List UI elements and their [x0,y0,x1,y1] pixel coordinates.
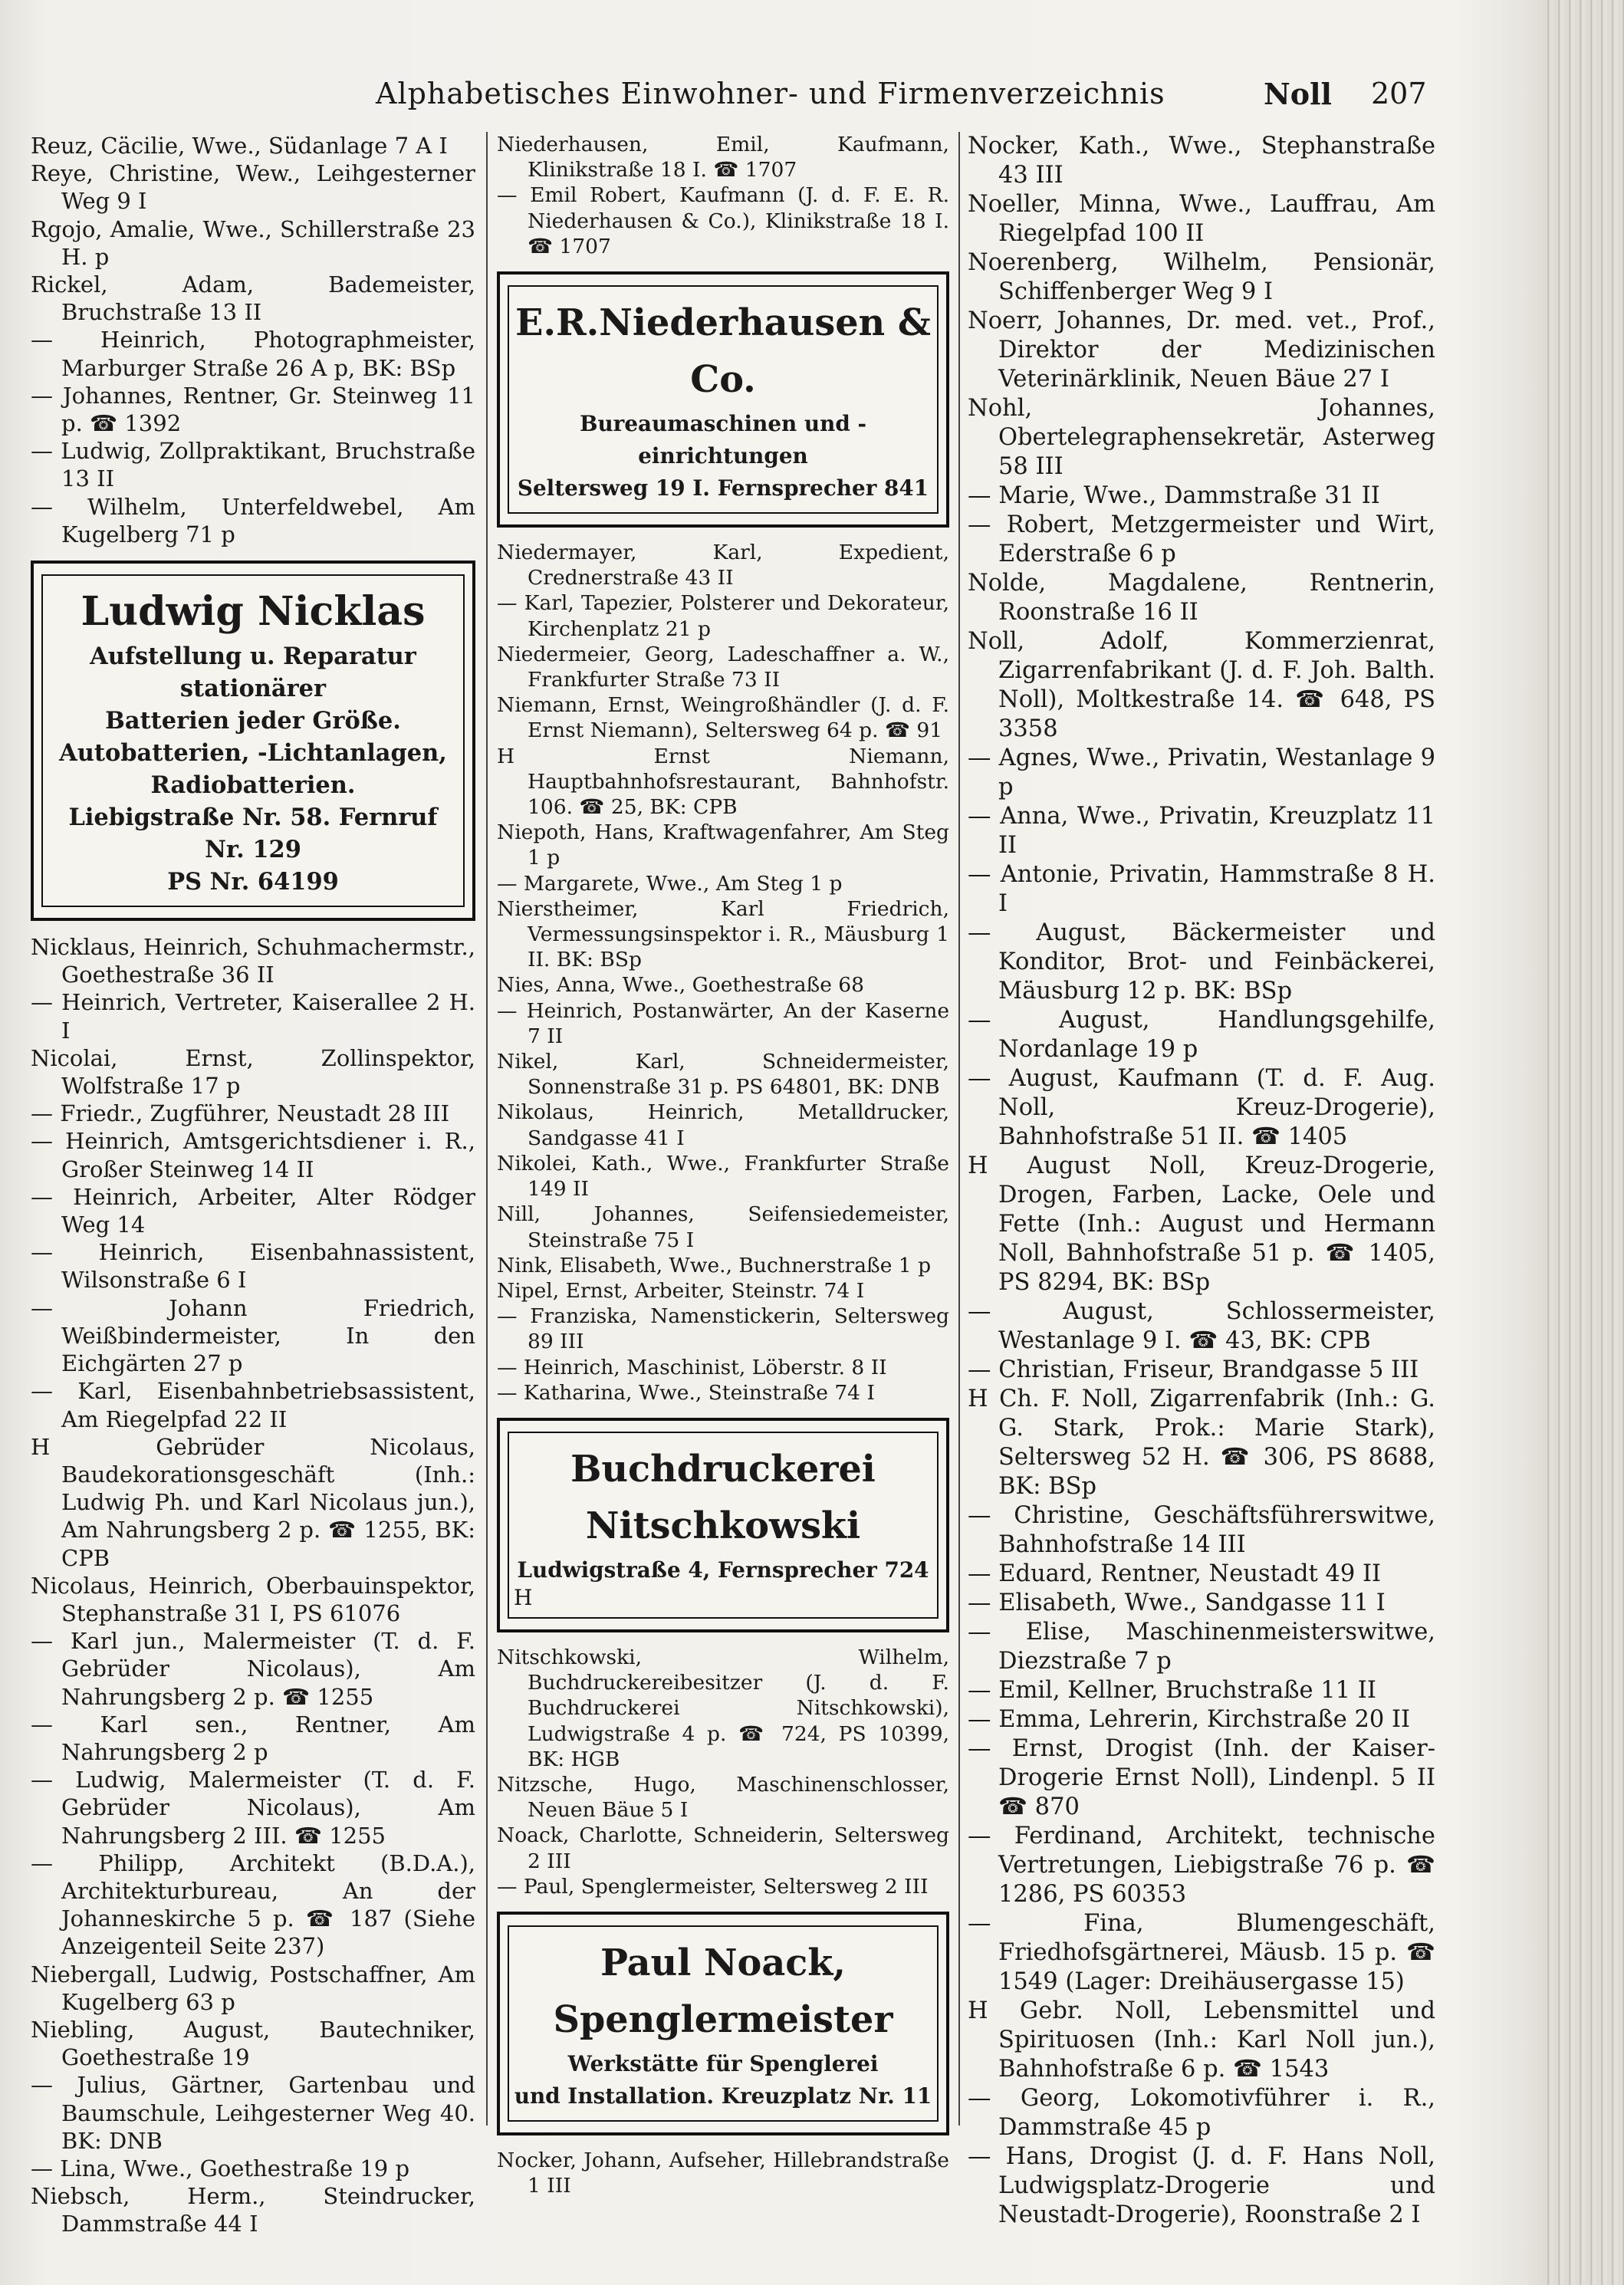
directory-entry: Niebsch, Herm., Steindrucker, Dammstraße 44 I [31,2183,475,2237]
directory-entry: — August, Schlossermeister, Westanlage 9 I. ☎ 43, BK: CPB [968,1298,1435,1354]
directory-entry: — August, Handlungsgehilfe, Nordanlage 19 p [968,1007,1435,1063]
name-keyword: Noll [1264,77,1332,111]
advertisement-box [497,1418,949,1632]
directory-entry: Reuz, Cäcilie, Wwe., Südanlage 7 A I [31,133,448,159]
directory-entry: Niepoth, Hans, Kraftwagenfahrer, Am Steg 1 p [497,820,949,870]
directory-entry: — Margarete, Wwe., Am Steg 1 p [497,871,843,896]
directory-column-3 [968,132,1435,2230]
directory-entry: Noerenberg, Wilhelm, Pensionär, Schiffenberger Weg 9 I [968,249,1435,305]
directory-entry: Nitzsche, Hugo, Maschinenschlosser, Neuen Bäue 5 I [497,1772,949,1823]
directory-entry: — Hans, Drogist (J. d. F. Hans Noll, Ludwigsplatz-Drogerie und Neustadt-Drogerie), Roonstraße 2 I [968,2143,1435,2228]
directory-entry: Nikolei, Kath., Wwe., Frankfurter Straße 149 II [497,1151,949,1202]
directory-entry: — Eduard, Rentner, Neustadt 49 II [968,1560,1382,1587]
column-divider [486,132,488,2126]
directory-entry: Nill, Johannes, Seifensiedemeister, Steinstraße 75 I [497,1202,949,1252]
directory-entry: — Friedr., Zugführer, Neustadt 28 III [31,1100,450,1127]
advertisement-box [31,561,475,921]
directory-entry: Reye, Christine, Wew., Leihgesterner Weg 9 I [31,160,475,215]
directory-entry: — August, Kaufmann (T. d. F. Aug. Noll, Kreuz-Drogerie), Bahnhofstraße 51 II. ☎ 1405 [968,1065,1435,1150]
directory-entry: — Heinrich, Amtsgerichtsdiener i. R., Großer Steinweg 14 II [31,1128,475,1182]
directory-entry: — Heinrich, Postanwärter, An der Kaserne 7 II [497,998,949,1048]
directory-entry: — Karl jun., Malermeister (T. d. F. Gebrüder Nicolaus), Am Nahrungsberg 2 p. ☎ 1255 [31,1628,475,1710]
advertisement-box [497,1912,949,2135]
directory-entry: Nocker, Johann, Aufseher, Hillebrandstraße 1 III [497,2148,949,2198]
directory-entry: — August, Bäckermeister und Konditor, Brot- und Feinbäckerei, Mäusburg 12 p. BK: BSp [968,919,1435,1004]
directory-entry: — Karl, Eisenbahnbetriebsassistent, Am Riegelpfad 22 II [31,1378,475,1432]
advertisement-box [497,271,949,528]
directory-entry: Nink, Elisabeth, Wwe., Buchnerstraße 1 p [497,1253,932,1277]
directory-entry: — Johannes, Rentner, Gr. Steinweg 11 p. ☎ 1392 [31,382,475,437]
directory-entry: — Heinrich, Vertreter, Kaiserallee 2 H. I [31,989,475,1044]
running-title: Alphabetisches Einwohner- und Firmenverzeichnis [376,77,1165,110]
advertisement-line: Seltersweg 19 I. Fernsprecher 841 [517,475,929,501]
advertisement-line: Aufstellung u. Reparatur stationärer [90,643,416,703]
directory-entry: — Heinrich, Arbeiter, Alter Rödger Weg 14 [31,1183,475,1238]
advertisement-line: Batterien jeder Größe. Autobatterien, -Lichtanlagen, Radiobatterien. [59,707,447,800]
directory-entry: — Franziska, Namenstickerin, Seltersweg 89 III [497,1304,949,1354]
directory-entry: Nocker, Kath., Wwe., Stephanstraße 43 III [968,133,1435,189]
advertisement-line: PS Nr. 64199 [167,868,339,896]
directory-entry: — Christian, Friseur, Brandgasse 5 III [968,1356,1419,1383]
directory-entry: — Julius, Gärtner, Gartenbau und Baumschule, Leihgesterner Weg 40. BK: DNB [31,2072,475,2154]
directory-entry: — Heinrich, Maschinist, Löberstr. 8 II [497,1355,887,1379]
directory-entry: — Ludwig, Malermeister (T. d. F. Gebrüder Nicolaus), Am Nahrungsberg 2 III. ☎ 1255 [31,1767,475,1849]
advertisement-inner [508,1925,939,2122]
directory-column-1 [31,132,475,2238]
directory-entry: — Johann Friedrich, Weißbindermeister, In den Eichgärten 27 p [31,1294,475,1377]
advertisement-line: Bureaumaschinen und -einrichtungen [579,411,867,469]
directory-entry: — Lina, Wwe., Goethestraße 19 p [31,2155,410,2181]
directory-entry: — Paul, Spenglermeister, Seltersweg 2 III [497,1874,929,1899]
directory-entry: — Robert, Metzgermeister und Wirt, Ederstraße 6 p [968,511,1435,567]
directory-entry: Niemann, Ernst, Weingroßhändler (J. d. F. Ernst Niemann), Seltersweg 64 p. ☎ 91 [497,693,949,743]
directory-entry: Rickel, Adam, Bademeister, Bruchstraße 13 II [31,271,475,326]
directory-entry: H Gebr. Noll, Lebensmittel und Spirituosen (Inh.: Karl Noll jun.), Bahnhofstraße 6 p. ☎ 1543 [968,1997,1435,2083]
directory-entry: — Karl, Tapezier, Polsterer und Dekorateur, Kirchenplatz 21 p [497,591,949,641]
advertisement-title: Ludwig Nicklas [81,588,426,636]
directory-column-2 [497,132,949,2198]
directory-entry: — Georg, Lokomotivführer i. R., Dammstraße 45 p [968,2085,1435,2141]
directory-entry: Nicolaus, Heinrich, Oberbauinspektor, Stephanstraße 31 I, PS 61076 [31,1572,475,1626]
directory-entry: Nierstheimer, Karl Friedrich, Vermessungsinspektor i. R., Mäusburg 1 II. BK: BSp [497,896,949,972]
directory-entry: — Heinrich, Eisenbahnassistent, Wilsonstraße 6 I [31,1239,475,1294]
directory-entry: — Emma, Lehrerin, Kirchstraße 20 II [968,1706,1411,1733]
directory-entry: Niedermayer, Karl, Expedient, Crednerstraße 43 II [497,541,949,590]
column-divider [958,132,960,2126]
directory-entry: — Christine, Geschäftsführerswitwe, Bahnhofstraße 14 III [968,1502,1435,1558]
advertisement-mark: H [514,1584,533,1610]
directory-entry: Nies, Anna, Wwe., Goethestraße 68 [497,973,865,998]
advertisement-line: Ludwigstraße 4, Fernsprecher 724 [517,1557,929,1583]
directory-entry: Nipel, Ernst, Arbeiter, Steinstr. 74 I [497,1278,865,1303]
advertisement-title: Paul Noack, Spenglermeister [553,1941,893,2041]
directory-entry: — Emil Robert, Kaufmann (J. d. F. E. R. Niederhausen & Co.), Klinikstraße 18 I. ☎ 1707 [497,183,949,258]
directory-entry: Niedermeier, Georg, Ladeschaffner a. W., Frankfurter Straße 73 II [497,642,949,692]
advertisement-inner [41,574,465,907]
directory-entry: Niederhausen, Emil, Kaufmann, Klinikstraße 18 I. ☎ 1707 [497,133,949,182]
directory-entry: — Philipp, Architekt (B.D.A.), Architekturbureau, An der Johanneskirche 5 p. ☎ 187 (Siehe Anzeigenteil Seite 237) [31,1849,475,1960]
directory-entry: H Gebrüder Nicolaus, Baudekorationsgeschäft (Inh.: Ludwig Ph. und Karl Nicolaus jun.), Am Nahrungsberg 2 p. ☎ 1255, BK: CPB [31,1433,475,1571]
directory-entry: — Anna, Wwe., Privatin, Kreuzplatz 11 II [968,803,1435,859]
advertisement-inner [508,285,939,514]
directory-entry: H August Noll, Kreuz-Drogerie, Drogen, Farben, Lacke, Oele und Fette (Inh.: August und Hermann Noll, Bahnhofstraße 51 p. ☎ 1405, PS 8294, BK: BSp [968,1152,1435,1296]
book-page-edge [1543,0,1624,2285]
directory-entry: — Elise, Maschinenmeisterswitwe, Diezstraße 7 p [968,1619,1435,1675]
directory-entry: Rgojo, Amalie, Wwe., Schillerstraße 23 H. p [31,215,475,270]
directory-entry: Nolde, Magdalene, Rentnerin, Roonstraße 16 II [968,570,1435,626]
directory-entry: — Wilhelm, Unterfeldwebel, Am Kugelberg 71 p [31,493,475,547]
advertisement-line: und Installation. Kreuzplatz Nr. 11 [514,2083,932,2109]
directory-entry: Nikolaus, Heinrich, Metalldrucker, Sandgasse 41 I [497,1100,949,1150]
directory-entry: — Katharina, Wwe., Steinstraße 74 I [497,1380,875,1405]
directory-entry: Noerr, Johannes, Dr. med. vet., Prof., Direktor der Medizinischen Veterinärklinik, Neuen Bäue 27 I [968,307,1435,393]
advertisement-inner [508,1432,939,1619]
advertisement-line: Liebigstraße Nr. 58. Fernruf Nr. 129 [68,804,438,864]
page-number: 207 [1371,77,1427,110]
page-header [368,77,1426,123]
directory-entry: — Antonie, Privatin, Hammstraße 8 H. I [968,861,1435,917]
advertisement-title: Buchdruckerei Nitschkowski [570,1447,876,1547]
directory-entry: Noack, Charlotte, Schneiderin, Seltersweg 2 III [497,1823,949,1873]
directory-entry: Niebling, August, Bautechniker, Goethestraße 19 [31,2016,475,2071]
directory-entry: H Ch. F. Noll, Zigarrenfabrik (Inh.: G. G. Stark, Prok.: Marie Stark), Seltersweg 52 H. ☎ 306, PS 8688, BK: BSp [968,1386,1435,1500]
directory-entry: — Fina, Blumengeschäft, Friedhofsgärtnerei, Mäusb. 15 p. ☎ 1549 (Lager: Dreihäusergasse 15) [968,1910,1435,1995]
directory-entry: — Agnes, Wwe., Privatin, Westanlage 9 p [968,745,1435,801]
advertisement-line: Werkstätte für Spenglerei [567,2050,879,2076]
directory-entry: — Heinrich, Photographmeister, Marburger Straße 26 A p, BK: BSp [31,327,475,381]
advertisement-title: E.R.Niederhausen & Co. [515,301,931,402]
directory-entry: — Emil, Kellner, Bruchstraße 11 II [968,1677,1376,1704]
directory-entry: — Marie, Wwe., Dammstraße 31 II [968,482,1380,509]
directory-entry: — Ernst, Drogist (Inh. der Kaiser-Drogerie Ernst Noll), Lindenpl. 5 II ☎ 870 [968,1735,1435,1820]
directory-entry: Nicklaus, Heinrich, Schuhmachermstr., Goethestraße 36 II [31,934,475,988]
directory-entry: Nikel, Karl, Schneidermeister, Sonnenstraße 31 p. PS 64801, BK: DNB [497,1050,949,1100]
directory-entry: Nicolai, Ernst, Zollinspektor, Wolfstraße 17 p [31,1044,475,1100]
directory-entry: — Ferdinand, Architekt, technische Vertretungen, Liebigstraße 76 p. ☎ 1286, PS 60353 [968,1823,1435,1908]
directory-entry: — Elisabeth, Wwe., Sandgasse 11 I [968,1590,1386,1616]
directory-entry: Nohl, Johannes, Obertelegraphensekretär, Asterweg 58 III [968,395,1435,480]
directory-entry: — Ludwig, Zollpraktikant, Bruchstraße 13 II [31,438,475,492]
directory-entry: Niebergall, Ludwig, Postschaffner, Am Kugelberg 63 p [31,1961,475,2015]
directory-entry: Noeller, Minna, Wwe., Lauffrau, Am Riegelpfad 100 II [968,191,1435,247]
directory-entry: H Ernst Niemann, Hauptbahnhofsrestaurant, Bahnhofstr. 106. ☎ 25, BK: CPB [497,744,949,820]
directory-entry: Noll, Adolf, Kommerzienrat, Zigarrenfabrikant (J. d. F. Joh. Balth. Noll), Moltkestraße 14. ☎ 648, PS 3358 [968,628,1435,742]
directory-entry: — Karl sen., Rentner, Am Nahrungsberg 2 p [31,1711,475,1765]
directory-entry: Nitschkowski, Wilhelm, Buchdruckereibesitzer (J. d. F. Buchdruckerei Nitschkowski), Ludwigstraße 4 p. ☎ 724, PS 10399, BK: HGB [497,1645,949,1771]
